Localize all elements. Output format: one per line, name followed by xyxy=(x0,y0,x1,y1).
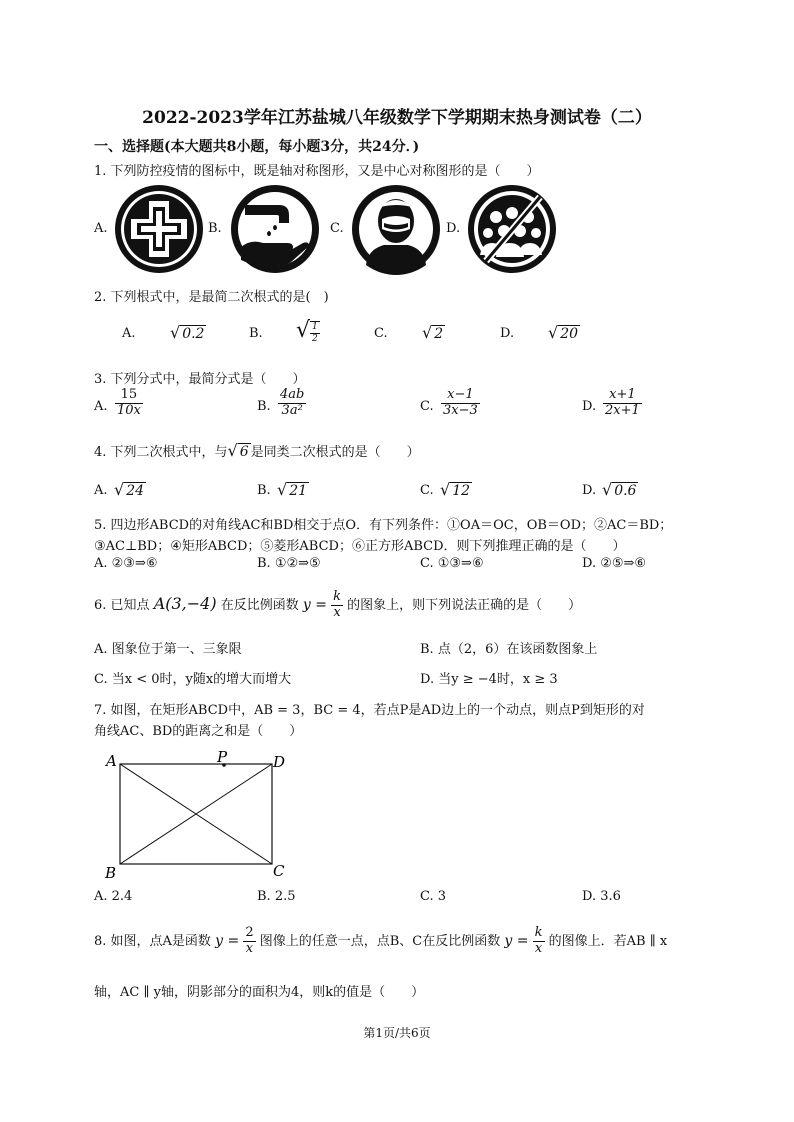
no-gathering-icon xyxy=(466,183,558,275)
q4-option-d-radical: √ 0.6 xyxy=(602,480,637,499)
q4-a-radicand: 24 xyxy=(126,483,145,499)
q6-stem-part-a: 6. 已知点 xyxy=(94,597,150,613)
masked-person-icon xyxy=(350,183,442,275)
q1-option-c-label: C. xyxy=(330,221,344,236)
q5-option-a: A. ②③⇒⑥ xyxy=(94,556,158,571)
q6-func-fraction: $\frac{k}{x}$ xyxy=(333,589,341,620)
q2-option-c-radical: √ 2 xyxy=(422,323,444,342)
q4-b-radicand: 21 xyxy=(289,483,308,499)
medical-cross-icon xyxy=(113,183,205,275)
q2-option-a-radical: √ 0.2 xyxy=(170,323,205,342)
section-heading: 一、选择题(本大题共8小题，每小题3分，共24分．) xyxy=(94,139,420,155)
q6-point: A(3,−4) xyxy=(153,593,217,613)
q8-stem-part-a: 8. 如图，点A是函数 xyxy=(94,933,211,949)
q6-stem-part-c: 的图象上，则下列说法正确的是（ ） xyxy=(347,597,582,613)
q6-stem-part-b: 在反比例函数 xyxy=(220,597,299,613)
q3-option-a-fraction: $\frac{15}{10x}$ xyxy=(117,387,141,418)
q1-option-a-label: A. xyxy=(94,221,108,236)
label-c: C xyxy=(273,862,285,880)
q6-func-lhs: y = xyxy=(302,596,327,613)
q3-option-b-fraction: $\frac{4ab}{\text{3a²}}$ xyxy=(280,387,305,418)
question-4-stem xyxy=(94,441,420,460)
q6-option-c: C. 当x < 0时，y随x的增大而增大 xyxy=(94,672,292,687)
q4-option-a-radical: √ 24 xyxy=(114,480,145,499)
q1-option-d-label: D. xyxy=(446,221,461,236)
question-3-stem: 3. 下列分式中，最简分式是（ ） xyxy=(94,372,306,387)
q2-option-d-radical: √ 20 xyxy=(548,323,579,342)
q4-option-a-label: A. xyxy=(94,483,108,498)
q4-option-d-label: D. xyxy=(582,483,597,498)
q8-func1-lhs: y = xyxy=(215,932,240,949)
q8-func2-lhs: y = xyxy=(504,932,529,949)
q7-option-c: C. 3 xyxy=(420,889,447,904)
question-7-line-1: 7. 如图，在矩形ABCD中，AB = 3，BC = 4，若点P是AD边上的一个动点，则点P到矩形的对 xyxy=(94,703,645,718)
question-6-stem xyxy=(94,590,581,621)
q2-option-c-label: C. xyxy=(374,326,388,341)
q4-option-b-radical: √ 21 xyxy=(277,480,308,499)
q7-option-a: A. 2.4 xyxy=(94,889,133,904)
q5-option-d: D. ②⑤⇒⑥ xyxy=(582,556,647,571)
q4-d-radicand: 0.6 xyxy=(614,483,637,499)
q3-option-b-label: B. xyxy=(257,399,271,414)
q4-stem-part-a: 4. 下列二次根式中，与 xyxy=(94,445,228,460)
question-7-line-2: 角线AC、BD的距离之和是（ ） xyxy=(94,724,303,739)
q8-stem-part-b: 图像上的任意一点，点B、C在反比例函数 xyxy=(259,933,501,949)
q8-func2-fraction: $\frac{k}{x}$ xyxy=(534,925,543,956)
q2-a-radicand: 0.2 xyxy=(182,326,205,342)
q2-d-radicand: 20 xyxy=(560,326,579,342)
rectangle-figure xyxy=(100,748,300,884)
q4-stem-part-b: 是同类二次根式的是（ ） xyxy=(250,445,420,460)
q2-option-d-label: D. xyxy=(500,326,515,341)
question-1-stem: 1. 下列防控疫情的图标中，既是轴对称图形，又是中心对称图形的是（ ） xyxy=(94,164,540,179)
question-5-line-2: ③AC⊥BD；④矩形ABCD；⑤菱形ABCD；⑥正方形ABCD．则下列推理正确的是（ ） xyxy=(94,539,626,554)
q2-option-a-label: A. xyxy=(122,326,136,341)
q5-option-c: C. ①③⇒⑥ xyxy=(420,556,484,571)
q2-option-b-label: B. xyxy=(249,326,263,341)
q2-option-b-radical: √ $\frac{1}{2}$ xyxy=(296,318,318,344)
question-2-stem: 2. 下列根式中，是最简二次根式的是( ) xyxy=(94,290,329,305)
q7-option-d: D. 3.6 xyxy=(582,889,621,904)
hand-washing-icon xyxy=(227,183,323,275)
question-8-line-2: 轴，AC ∥ y轴，阴影部分的面积为4，则k的值是（ ） xyxy=(94,985,425,1000)
q4-option-c-radical: √ 12 xyxy=(440,480,471,499)
q4-option-c-label: C. xyxy=(420,483,434,498)
q1-option-b-label: B. xyxy=(208,221,222,236)
q3-option-c-label: C. xyxy=(420,399,434,414)
question-5-line-1: 5. 四边形ABCD的对角线AC和BD相交于点O．有下列条件：①OA＝OC，OB＝OD；②AC＝BD； xyxy=(94,518,673,533)
label-d: D xyxy=(273,753,286,771)
q4-option-b-label: B. xyxy=(257,483,271,498)
q4-stem-radicand: 6 xyxy=(239,444,249,460)
q3-option-d-fraction: $\frac{x+1}{2x+1}$ xyxy=(605,387,640,418)
q3-option-a-label: A. xyxy=(94,399,108,414)
q6-option-a: A. 图象位于第一、三象限 xyxy=(94,642,242,657)
q8-func1-fraction: $\frac{2}{x}$ xyxy=(245,925,254,956)
q6-option-d: D. 当y ≥ −4时，x ≥ 3 xyxy=(420,672,558,687)
label-b: B xyxy=(105,864,117,882)
label-p: P xyxy=(217,748,228,766)
q3-option-d-label: D. xyxy=(582,399,597,414)
q8-stem-part-c: 的图像上．若AB ∥ x xyxy=(548,933,668,949)
q7-option-b: B. 2.5 xyxy=(257,889,296,904)
q2-c-radicand: 2 xyxy=(434,326,444,342)
q2-b-radicand: $\frac{1}{2}$ xyxy=(312,322,318,344)
q4-stem-radical: √ 6 xyxy=(227,441,249,460)
q5-option-b: B. ①②⇒⑤ xyxy=(257,556,321,571)
q4-c-radicand: 12 xyxy=(452,483,471,499)
page-footer: 第1页/共6页 xyxy=(363,1026,431,1040)
q3-option-c-fraction: $\frac{x-1}{3x-3}$ xyxy=(443,387,478,418)
label-a: A xyxy=(106,752,117,770)
paper-title: 2022-2023学年江苏盐城八年级数学下学期期末热身测试卷（二） xyxy=(142,108,652,128)
question-8-line-1 xyxy=(94,926,667,957)
q6-option-b: B. 点（2，6）在该函数图象上 xyxy=(420,642,598,657)
